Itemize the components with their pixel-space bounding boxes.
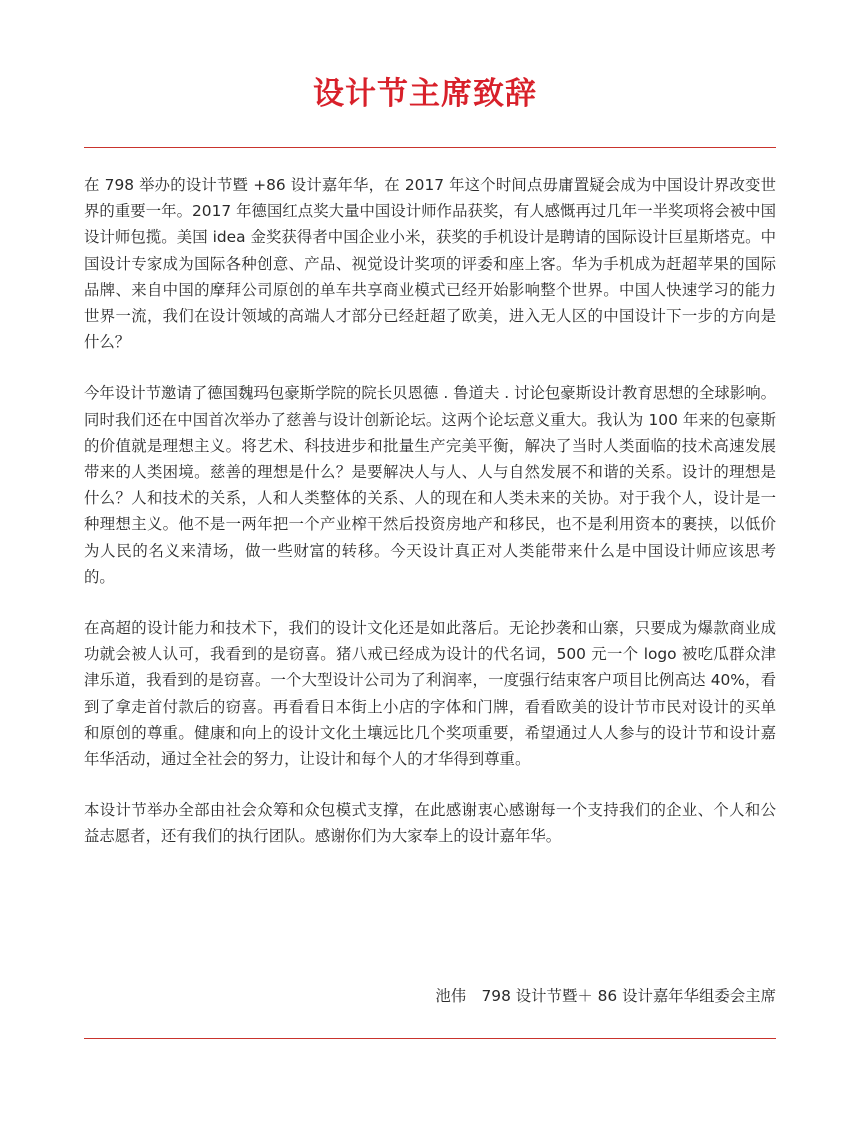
- paragraph-1: 在 798 举办的设计节暨 +86 设计嘉年华，在 2017 年这个时间点毋庸置疑会成为中国设计界改变世界的重要一年。2017 年德国红点奖大量中国设计师作品获奖，有人感慨再过几年一半奖项将会被中国设计师包揽。美国 idea 金奖获得者中国企业小米，获奖的手机设计是聘请的国际设计巨星斯塔克。中国设计专家成为国际各种创意、产品、视觉设计奖项的评委和座上客。华为手机成为赶超苹果的国际品牌、来自中国的摩拜公司原创的单车共享商业模式已经开始影响整个世界。中国人快速学习的能力世界一流，我们在设计领域的高端人才部分已经赶超了欧美，进入无人区的中国设计下一步的方向是什么？: [84, 176, 776, 352]
- bottom-divider: [84, 1038, 776, 1039]
- paragraph-2: 今年设计节邀请了德国魏玛包豪斯学院的院长贝恩德 . 鲁道夫 . 讨论包豪斯设计教育思想的全球影响。同时我们还在中国首次举办了慈善与设计创新论坛。这两个论坛意义重大。我认为 100 年来的包豪斯的价值就是理想主义。将艺术、科技进步和批量生产完美平衡，解决了当时人类面临的技术高速发展带来的人类困境。慈善的理想是什么？是要解决人与人、人与自然发展不和谐的关系。设计的理想是什么？人和技术的关系，人和人类整体的关系、人的现在和人类未来的关协。对于我个人，设计是一种理想主义。他不是一两年把一个产业榨干然后投资房地产和移民，也不是利用资本的裹挟，以低价为人民的名义来清场，做一些财富的转移。今天设计真正对人类能带来什么是中国设计师应该思考的。: [84, 384, 776, 586]
- signature: 池伟 798 设计节暨＋ 86 设计嘉年华组委会主席: [435, 987, 776, 1005]
- speech-body: [84, 172, 776, 875]
- paragraph-3: 在高超的设计能力和技术下，我们的设计文化还是如此落后。无论抄袭和山寨，只要成为爆款商业成功就会被人认可，我看到的是窃喜。猪八戒已经成为设计的代名词，500 元一个 logo 被吃瓜群众津津乐道，我看到的是窃喜。一个大型设计公司为了利润率，一度强行结束客户项目比例高达 40%，看到了拿走首付款后的窃喜。再看看日本街上小店的字体和门牌，看看欧美的设计节市民对设计的买单和原创的尊重。健康和向上的设计文化土壤远比几个奖项重要，希望通过人人参与的设计节和设计嘉年华活动，通过全社会的努力，让设计和每个人的才华得到尊重。: [84, 619, 776, 769]
- page-title: 设计节主席致辞: [313, 76, 537, 112]
- paragraph-4: 本设计节举办全部由社会众筹和众包模式支撑，在此感谢衷心感谢每一个支持我们的企业、个人和公益志愿者，还有我们的执行团队。感谢你们为大家奉上的设计嘉年华。: [84, 801, 776, 846]
- top-divider: [84, 147, 776, 148]
